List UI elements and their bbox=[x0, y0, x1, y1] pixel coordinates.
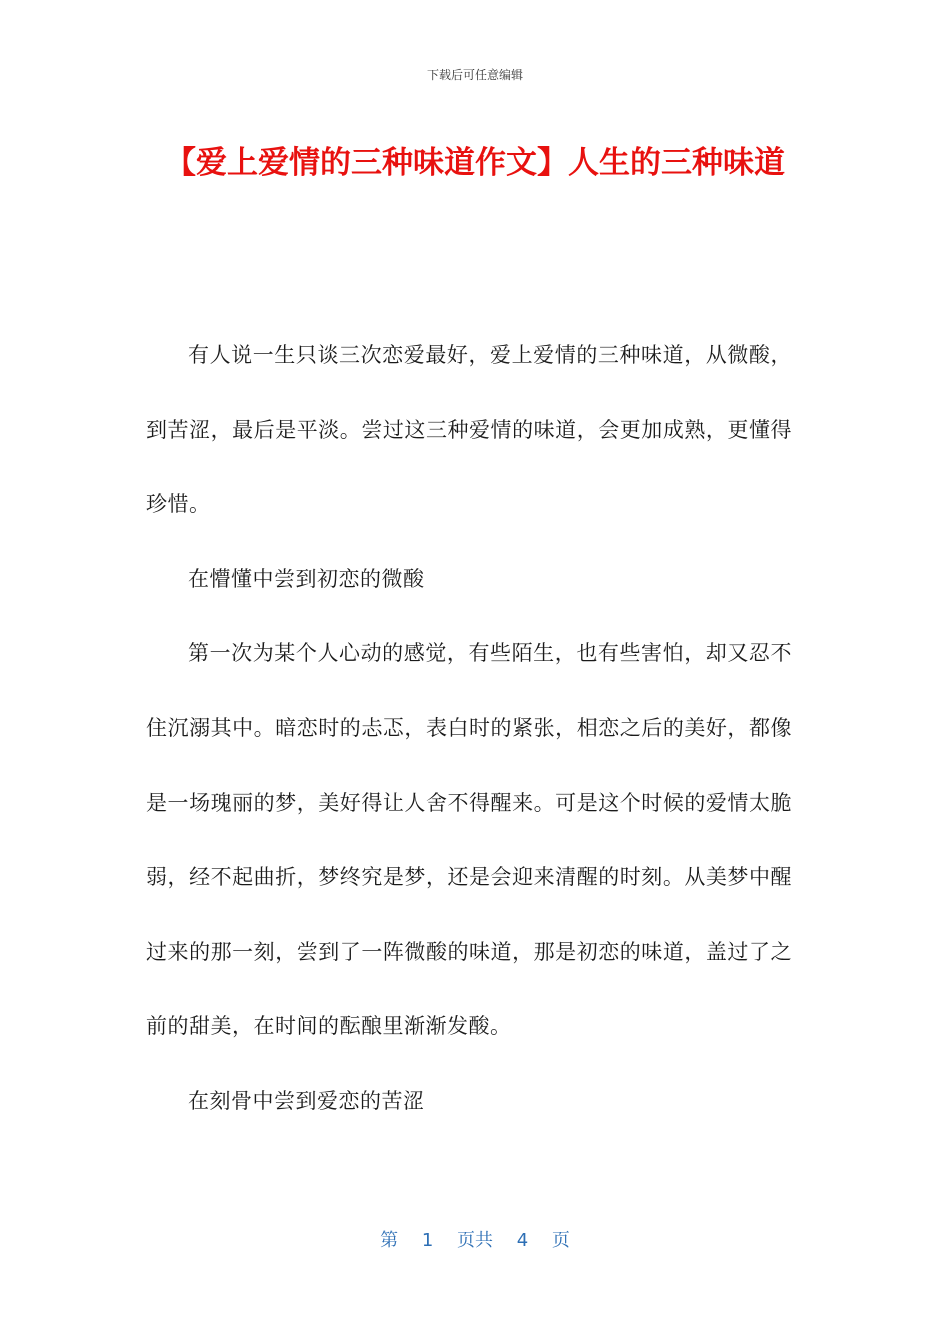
page-footer bbox=[0, 1226, 950, 1252]
footer-prefix: 第 bbox=[380, 1230, 399, 1251]
paragraph-intro: 有人说一生只谈三次恋爱最好，爱上爱情的三种味道，从微酸，到苦涩，最后是平淡。尝过这三种爱情的味道，会更加成熟，更懂得珍惜。 bbox=[146, 343, 792, 517]
footer-total-pages: 4 bbox=[516, 1230, 529, 1251]
footer-middle: 页共 bbox=[457, 1230, 493, 1251]
section-heading-first-love: 在懵懂中尝到初恋的微酸 bbox=[188, 566, 425, 591]
section-heading-deep-love: 在刻骨中尝到爱恋的苦涩 bbox=[188, 1088, 425, 1113]
footer-page-number: 1 bbox=[421, 1230, 434, 1251]
footer-suffix: 页 bbox=[551, 1230, 570, 1251]
paragraph-first-love: 第一次为某个人心动的感觉，有些陌生，也有些害怕，却又忍不住沉溺其中。暗恋时的忐忑，表白时的紧张，相恋之后的美好，都像是一场瑰丽的梦，美好得让人舍不得醒来。可是这个时候的爱情太脆弱，经不起曲折，梦终究是梦，还是会迎来清醒的时刻。从美梦中醒过来的那一刻，尝到了一阵微酸的味道，那是初恋的味道，盖过了之前的甜美，在时间的酝酿里渐渐发酸。 bbox=[146, 641, 792, 1039]
document-body bbox=[146, 318, 792, 1139]
header-note: 下载后可任意编辑 bbox=[426, 68, 523, 82]
document-title: 【爱上爱情的三种味道作文】人生的三种味道 bbox=[165, 145, 785, 181]
